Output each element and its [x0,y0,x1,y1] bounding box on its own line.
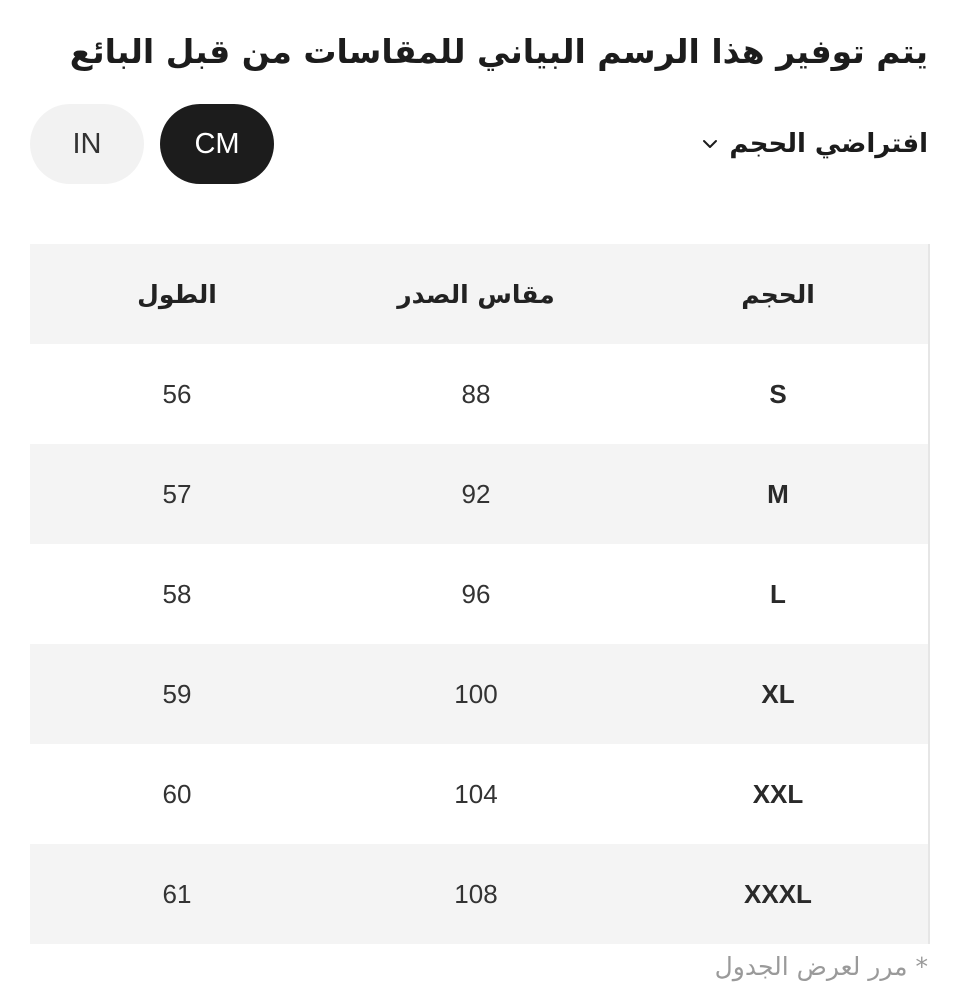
table-row [30,444,928,544]
size-dropdown[interactable] [701,118,928,170]
chest-cell: 100 [454,678,498,709]
unit-toggle [30,104,274,184]
chest-cell: 104 [454,778,498,809]
unit-cm-button[interactable]: CM [160,104,274,184]
size-cell: XXXL [744,878,812,909]
size-cell: XXL [752,778,804,809]
length-cell: 57 [162,478,192,509]
scroll-hint: * مرر لعرض الجدول [714,952,928,981]
header-size: الحجم [741,279,815,309]
header-length: الطول [137,279,217,309]
length-cell: 59 [162,678,192,709]
length-cell: 58 [162,578,192,609]
chest-cell: 96 [461,578,491,609]
size-chart-table [30,244,930,944]
length-cell: 56 [162,378,192,409]
table-row [30,744,928,844]
table-row [30,344,928,444]
size-cell: M [767,478,789,509]
size-dropdown-label: افتراضي الحجم [729,129,928,159]
length-cell: 61 [162,878,192,909]
chest-cell: 88 [461,378,491,409]
size-cell: L [770,578,786,609]
size-cell: S [769,378,787,409]
unit-in-button[interactable]: IN [30,104,144,184]
table-row [30,644,928,744]
header-chest: مقاس الصدر [397,279,555,309]
size-cell: XL [761,678,795,709]
chest-cell: 92 [461,478,491,509]
table-row [30,844,928,944]
table-row [30,544,928,644]
chevron-down-icon [701,135,719,153]
page-title: يتم توفير هذا الرسم البياني للمقاسات من قبل البائع [69,32,928,71]
length-cell: 60 [162,778,192,809]
chest-cell: 108 [454,878,498,909]
table-header-row [30,244,928,344]
